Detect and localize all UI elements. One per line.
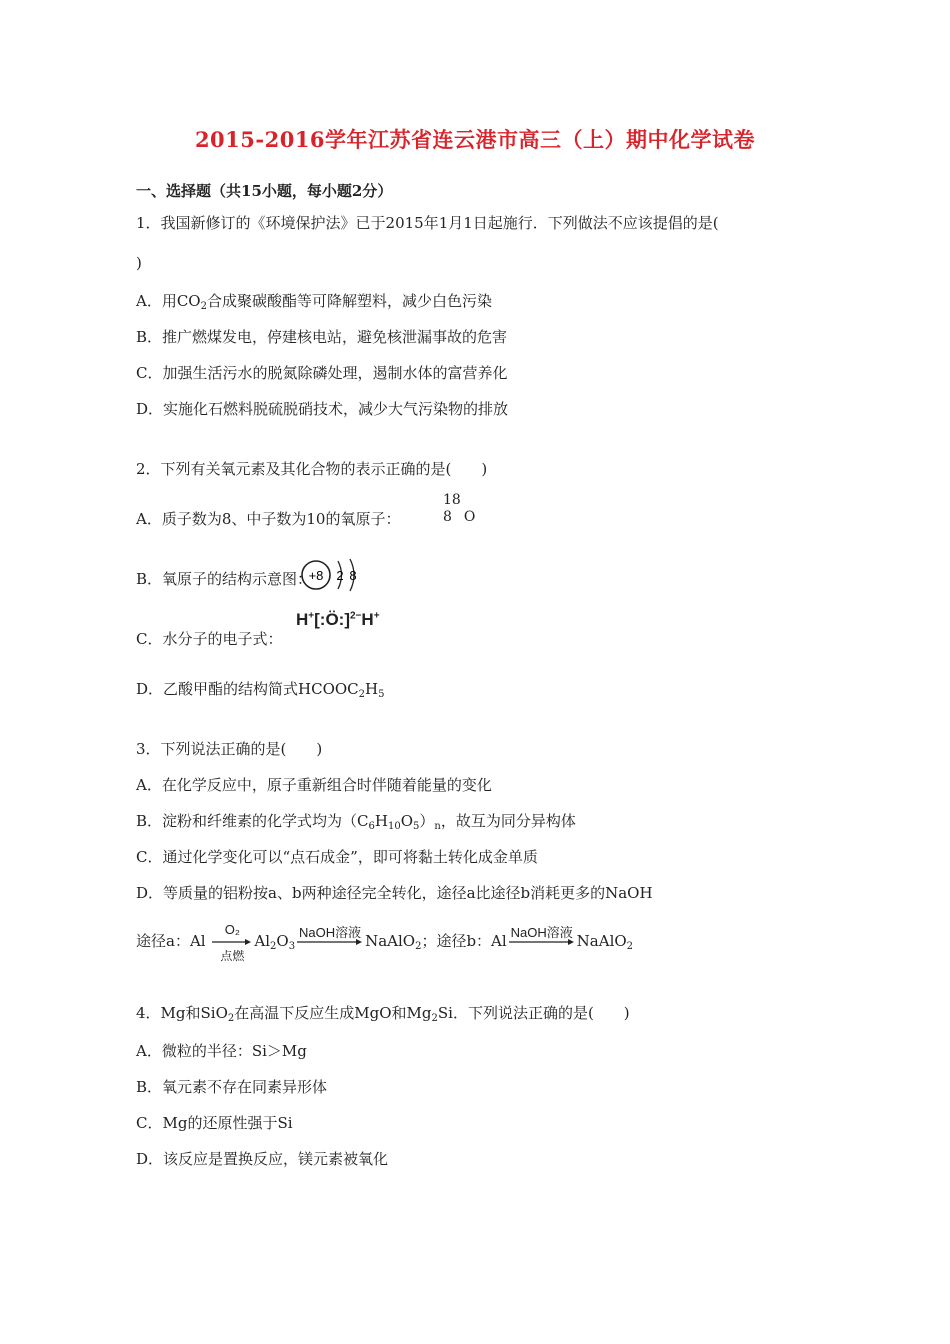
q4-stem-s2: 2 — [431, 1013, 438, 1024]
atom-shell-1: 2 — [336, 568, 344, 583]
arrow-o2-ignite — [212, 922, 252, 963]
path-b-label: ；途径b：Al — [421, 932, 507, 950]
q3-option-b — [136, 810, 576, 832]
atom-nucleus-charge: +8 — [308, 568, 324, 583]
q4-option-b: B．氧元素不存在同素异形体 — [136, 1078, 328, 1096]
path-a-end-s: 2 — [415, 941, 422, 952]
q3-b-s1: 6 — [368, 821, 375, 832]
q2-d-mid: H — [365, 680, 379, 698]
q3-b-h: H — [374, 812, 388, 830]
arrow3-top-label: NaOH溶液 — [510, 925, 573, 940]
q3-stem: 3．下列说法正确的是( ) — [136, 740, 323, 758]
path-a-mid-s2: 3 — [288, 941, 296, 952]
q1-stem-close: ) — [136, 254, 142, 272]
q1-option-c: C．加强生活污水的脱氮除磷处理，遏制水体的富营养化 — [136, 364, 508, 382]
q2-d-pre: D．乙酸甲酯的结构简式HCOOC — [136, 680, 359, 698]
q1-a-pre: A．用CO — [136, 292, 201, 310]
q4-stem — [136, 1002, 630, 1024]
atom-shell-2: 8 — [349, 568, 357, 583]
formula-h2-charge: + — [373, 610, 380, 622]
path-b-end: NaAlO — [576, 932, 627, 950]
q1-option-b: B．推广燃煤发电，停建核电站，避免核泄漏事故的危害 — [136, 328, 508, 346]
formula-o-charge: 2− — [350, 610, 362, 622]
q3-b-o: O — [400, 812, 414, 830]
nuclide-atomic-number: 8 — [443, 509, 452, 525]
water-electron-formula — [296, 610, 380, 630]
arrow2-top-label: NaOH溶液 — [299, 925, 362, 940]
path-a-label: 途径a：Al — [136, 932, 206, 950]
nuclide-element: O — [463, 509, 476, 525]
q1-stem: 1．我国新修订的《环境保护法》已于2015年1月1日起施行．下列做法不应该提倡的是( — [136, 214, 719, 232]
arrow-naoh-a — [297, 925, 363, 945]
q2-option-d — [136, 678, 385, 700]
section-heading: 一、选择题（共15小题，每小题2分） — [136, 182, 393, 200]
path-a-end: NaAlO — [365, 932, 416, 950]
q3-b-s2: 10 — [387, 821, 401, 832]
oxygen-atom-structure-diagram — [298, 555, 388, 599]
q2-d-sub1: 2 — [358, 689, 366, 700]
nuclide-mass-number: 18 — [443, 492, 461, 508]
q3-option-c: C．通过化学变化可以“点石成金”，即可将黏土转化成金单质 — [136, 848, 538, 866]
q2-option-a: A．质子数为8、中子数为10的氧原子： — [136, 510, 401, 528]
q3-b-s4: n — [434, 821, 441, 832]
formula-oxygen: [:Ö:] — [314, 610, 350, 629]
formula-h1: H — [296, 610, 309, 629]
q2-option-c: C．水分子的电子式： — [136, 630, 283, 648]
path-a-mid: Al — [254, 932, 270, 950]
q3-b-close: ） — [419, 812, 435, 830]
arrow1-top-label: O₂ — [224, 922, 240, 937]
path-a-mid-s1: 2 — [270, 941, 277, 952]
page-title: 2015-2016学年江苏省连云港市高三（上）期中化学试卷 — [194, 127, 756, 152]
q1-a-sub: 2 — [200, 301, 207, 312]
q1-option-a — [136, 290, 492, 312]
q4-option-d: D．该反应是置换反应，镁元素被氧化 — [136, 1150, 389, 1168]
q4-option-c: C．Mg的还原性强于Si — [136, 1114, 293, 1132]
q3-b-s3: 5 — [413, 821, 420, 832]
q3-b-post: ，故互为同分异构体 — [440, 812, 576, 830]
arrow-naoh-b — [509, 925, 575, 945]
q4-stem-s1: 2 — [227, 1013, 235, 1024]
q3-option-d: D．等质量的铝粉按a、b两种途径完全转化，途径a比途径b消耗更多的NaOH — [136, 884, 653, 902]
q1-option-d: D．实施化石燃料脱硫脱硝技术，减少大气污染物的排放 — [136, 400, 509, 418]
path-a-mid-o: O — [276, 932, 289, 950]
q2-option-b: B．氧原子的结构示意图： — [136, 570, 313, 588]
path-b-end-s: 2 — [626, 941, 634, 952]
arrow1-bottom-label: 点燃 — [220, 949, 245, 963]
q4-stem-pre: 4．Mg和SiO — [136, 1004, 228, 1022]
q4-stem-mid: 在高温下反应生成MgO和Mg — [234, 1004, 432, 1022]
q4-option-a: A．微粒的半径：Si＞Mg — [136, 1042, 307, 1060]
q2-stem: 2．下列有关氧元素及其化合物的表示正确的是( ) — [136, 460, 488, 478]
formula-h1-charge: + — [308, 610, 315, 622]
q1-a-post: 合成聚碳酸酯等可降解塑料，减少白色污染 — [206, 292, 492, 310]
q3-option-a: A．在化学反应中，原子重新组合时伴随着能量的变化 — [136, 776, 492, 794]
nuclide-symbol — [443, 492, 475, 526]
formula-h2: H — [361, 610, 374, 629]
q3-reaction-paths — [136, 922, 634, 963]
q4-stem-post: Si．下列说法正确的是( ) — [437, 1004, 630, 1022]
q3-b-pre: B．淀粉和纤维素的化学式均为（C — [136, 812, 369, 830]
q2-d-sub2: 5 — [378, 689, 385, 700]
